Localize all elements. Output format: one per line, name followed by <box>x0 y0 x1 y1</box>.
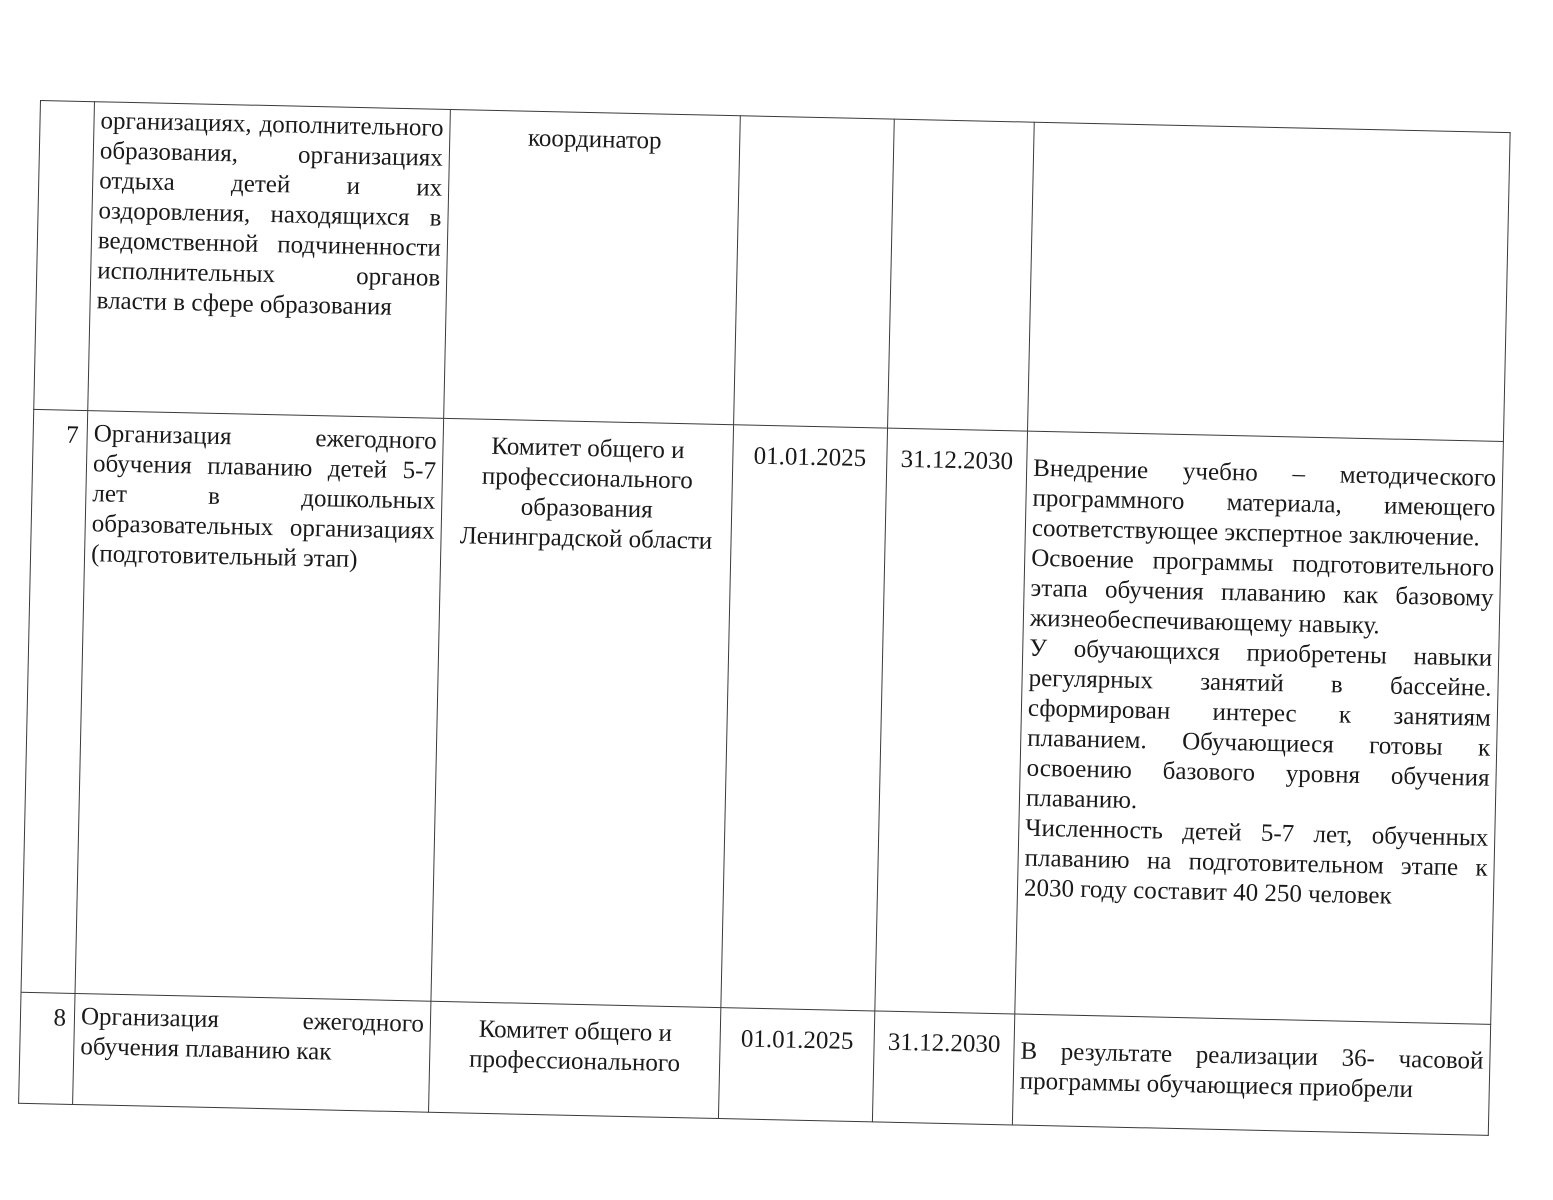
responsible-executor: координатор <box>444 109 741 424</box>
expected-result <box>1028 122 1511 441</box>
result-paragraph: Внедрение учебно – методического программного материала, имеющего соответствующее экспертное заключение. <box>1031 454 1497 552</box>
end-date: 31.12.2030 <box>872 1011 1014 1125</box>
responsible-executor: Комитет общего и профессионального образования Ленинградской области <box>431 418 734 1007</box>
document-sheet <box>18 100 1510 1136</box>
expected-result <box>1012 1014 1490 1135</box>
table-row <box>21 409 1503 1024</box>
start-date: 01.01.2025 <box>721 425 888 1011</box>
result-paragraph: В результате реализации 36- часовой программы обучающиеся приобрели <box>1019 1037 1484 1104</box>
start-date <box>734 116 895 428</box>
measure-name: Организация ежегодного обучения плаванию детей 5-7 лет в дошкольных образовательных организациях (подготовительный этап) <box>75 411 444 1002</box>
expected-result <box>1015 431 1504 1024</box>
measure-name: организациях, дополнительного образования, организациях отдыха детей и их оздоровления, находящихся в ведомственной подчиненности исполнительных органов власти в сфере образования <box>88 102 451 419</box>
row-number <box>34 101 95 411</box>
row-number: 8 <box>19 992 75 1104</box>
responsible-executor: Комитет общего и профессионального <box>429 1001 721 1118</box>
row-number: 7 <box>21 409 88 993</box>
end-date <box>888 119 1035 431</box>
result-paragraph: Численность детей 5-7 лет, обученных плаванию на подготовительном этапе к 2030 году составит 40 250 человек <box>1023 814 1489 910</box>
result-paragraph: У обучающихся приобретены навыки регулярных занятий в бассейне. сформирован интерес к занятиям плаванием. Обучающиеся готовы к освоению базового уровня обучения плаванию. <box>1025 634 1493 815</box>
result-paragraph: Освоение программы подготовительного этапа обучения плаванию как базовому жизнеобеспечивающему навыку. <box>1029 544 1495 640</box>
measures-table <box>18 100 1511 1136</box>
measure-name: Организация ежегодного обучения плаванию как <box>73 993 431 1112</box>
start-date: 01.01.2025 <box>718 1008 874 1122</box>
end-date: 31.12.2030 <box>875 428 1028 1014</box>
table-row <box>34 101 1510 442</box>
